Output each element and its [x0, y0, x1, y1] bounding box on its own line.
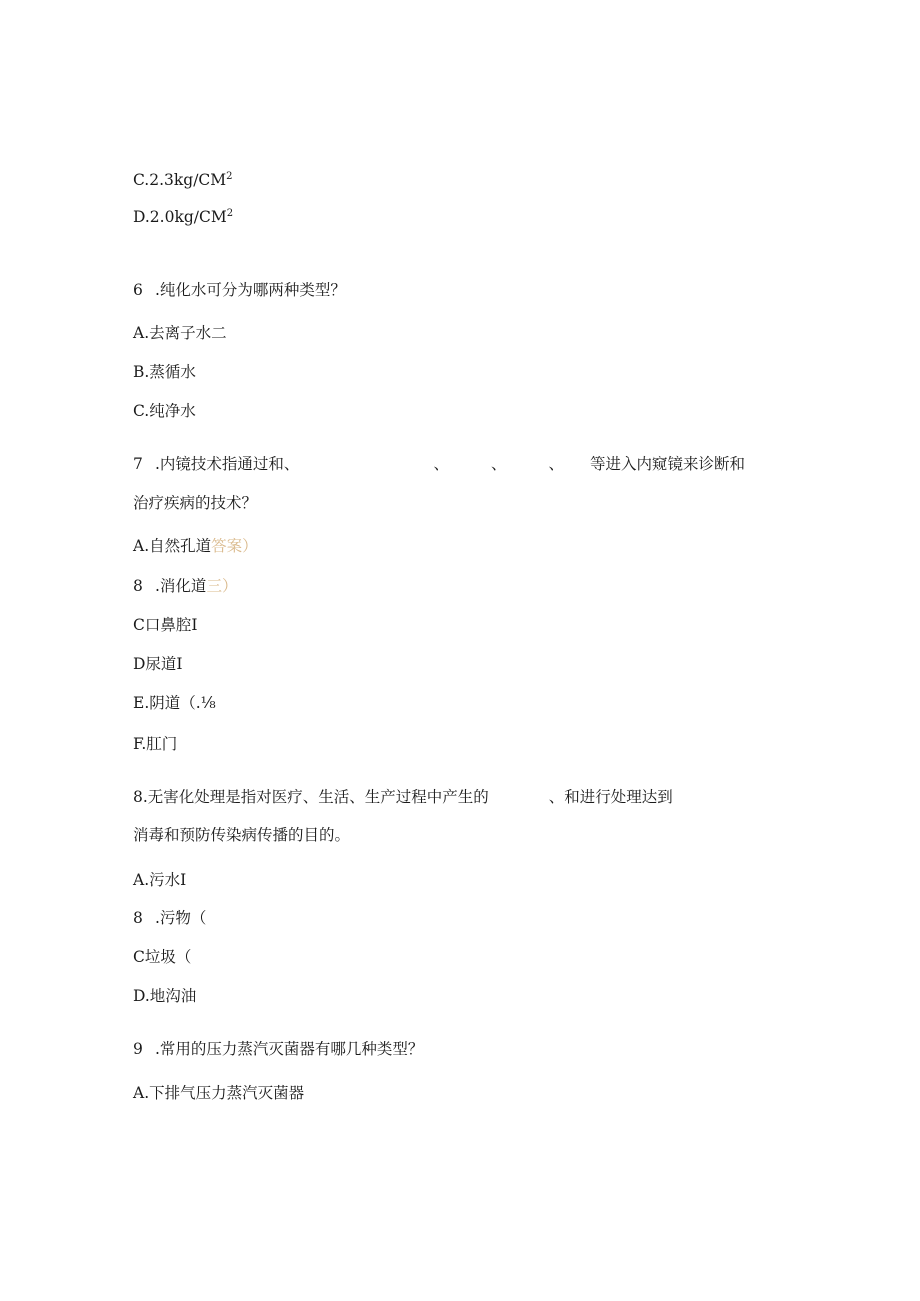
- option-f-anus: F.肛门: [133, 735, 178, 753]
- q6-option-b: B.蒸循水: [133, 363, 196, 381]
- item-8-digestive: 8 .消化道三）: [133, 577, 238, 595]
- q8-option-b: 8 .污物（: [133, 909, 207, 927]
- option-c-oral-nasal: C口鼻腔I: [133, 616, 198, 634]
- question-8-continued: 消毒和预防传染病传播的目的。: [133, 826, 351, 844]
- q8-option-d: D.地沟油: [133, 987, 197, 1005]
- q7-option-a: A.自然孔道答案）: [133, 537, 258, 555]
- question-7: 7 .内镜技术指通过和、 、 、 、 等进入内窥镜来诊断和: [133, 455, 745, 473]
- q8-option-c: C垃圾（: [133, 948, 192, 966]
- question-9: 9 .常用的压力蒸汽灭菌器有哪几种类型？: [133, 1040, 424, 1058]
- question-6: 6 .纯化水可分为哪两种类型？: [133, 281, 346, 299]
- option-d-urethra: D尿道I: [133, 655, 183, 673]
- question-8: 8.无害化处理是指对医疗、生活、生产过程中产生的 、和进行处理达到: [133, 788, 673, 806]
- option-e-vagina: E.阴道（.⅛: [133, 694, 216, 712]
- question-7-continued: 治疗疾病的技术？: [133, 494, 258, 512]
- option-c-pressure: $C.2.3kg∕CM^2$: [133, 171, 233, 189]
- option-d-pressure: $D.2.0kg∕CM^2$: [133, 208, 234, 226]
- q6-option-a: A.去离子水二: [133, 324, 227, 342]
- q9-option-a: A.下排气压力蒸汽灭菌器: [133, 1084, 305, 1102]
- q8-option-a: A.污水I: [133, 871, 187, 889]
- q6-option-c: C.纯净水: [133, 402, 196, 420]
